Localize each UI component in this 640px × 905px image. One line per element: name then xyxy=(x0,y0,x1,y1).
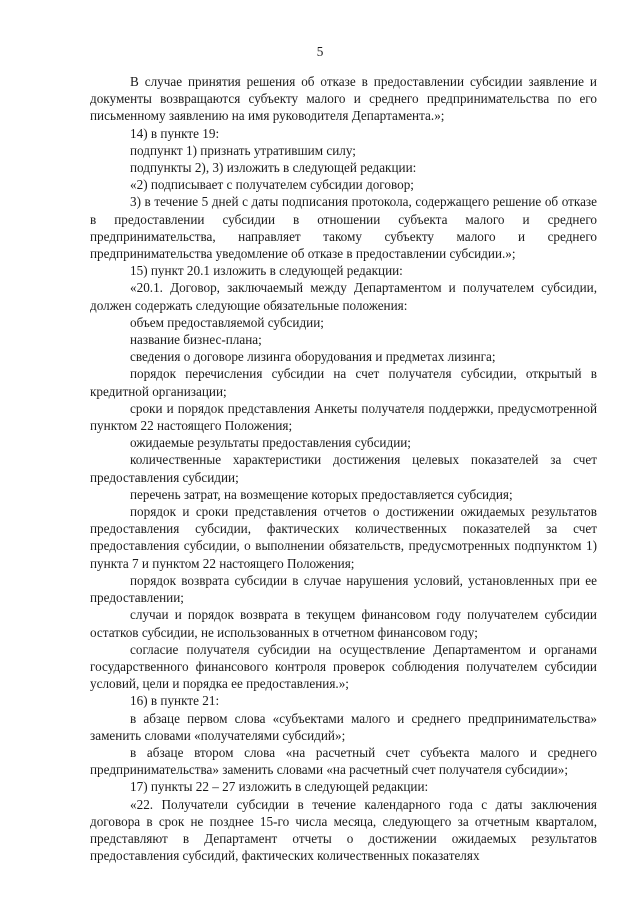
paragraph: название бизнес-плана; xyxy=(130,332,262,348)
paragraph: подпункт 1) признать утратившим силу; xyxy=(130,142,356,158)
paragraph: порядок возврата субсидии в случае нарушения условий, установленных при ее предоставлении; xyxy=(90,572,597,606)
paragraph: количественные характеристики достижения целевых показателей за счет предоставления субсидии; xyxy=(90,452,597,485)
paragraph: перечень затрат, на возмещение которых предоставляется субсидия; xyxy=(130,486,513,502)
paragraph: «2) подписывает с получателем субсидии договор; xyxy=(130,177,414,193)
paragraph: объем предоставляемой субсидии; xyxy=(130,314,324,330)
paragraph: «22. Получатели субсидии в течение календарного года с даты заключения договора в срок не позднее 15-го числа месяца, следующего за отчетным кварталом, представляют в Департамент отчеты о достижении ожидаемых результатов предоставления субсидий, фактических количественных показателях xyxy=(90,796,597,864)
paragraph: 17) пункты 22 – 27 изложить в следующей редакции: xyxy=(130,779,429,795)
document-body xyxy=(90,73,597,864)
paragraph: 3) в течение 5 дней с даты подписания протокола, содержащего решение об отказе в предоставлении субсидии в отношении субъекта малого и среднего предпринимательства, направляет такому субъекту малого и среднего предпринимательства уведомление об отказе в предоставлении субсидии.»; xyxy=(90,194,597,262)
page-number: 5 xyxy=(316,44,324,59)
paragraph: порядок и сроки представления отчетов о достижении ожидаемых результатов предоставления субсидии, фактических количественных показателей за счет предоставления субсидии, о выполнении обязательств, предусмотренных подпунктом 1) пункта 7 и пунктом 22 настоящего Положения; xyxy=(90,504,597,571)
paragraph: ожидаемые результаты предоставления субсидии; xyxy=(130,435,411,451)
paragraph: в абзаце первом слова «субъектами малого и среднего предпринимательства» заменить словами «получателями субсидий»; xyxy=(90,710,597,743)
paragraph: сведения о договоре лизинга оборудования и предметах лизинга; xyxy=(130,349,496,365)
paragraph: в абзаце втором слова «на расчетный счет субъекта малого и среднего предпринимательства» заменить словами «на расчетный счет получателя субсидии»; xyxy=(90,744,597,778)
paragraph: 14) в пункте 19: xyxy=(130,125,220,141)
paragraph: случаи и порядок возврата в текущем финансовом году получателем субсидии остатков субсидии, не использованных в отчетном финансовом году; xyxy=(90,607,597,640)
paragraph: сроки и порядок представления Анкеты получателя поддержки, предусмотренной пунктом 22 настоящего Положения; xyxy=(90,400,597,434)
paragraph: согласие получателя субсидии на осуществление Департаментом и органами государственного финансового контроля проверок соблюдения получателем субсидии условий, цели и порядка ее предоставления.»; xyxy=(90,641,597,692)
paragraph: 15) пункт 20.1 изложить в следующей редакции: xyxy=(130,263,403,279)
paragraph: «20.1. Договор, заключаемый между Департаментом и получателем субсидии, должен содержать следующие обязательные положения: xyxy=(90,280,597,313)
paragraph: подпункты 2), 3) изложить в следующей редакции: xyxy=(130,160,417,176)
paragraph: В случае принятия решения об отказе в предоставлении субсидии заявление и документы возвращаются субъекту малого и среднего предпринимательства по его письменному заявлению на имя руководителя Департамента.»; xyxy=(90,74,597,124)
paragraph: порядок перечисления субсидии на счет получателя субсидии, открытый в кредитной организации; xyxy=(90,366,597,399)
paragraph: 16) в пункте 21: xyxy=(130,693,220,709)
